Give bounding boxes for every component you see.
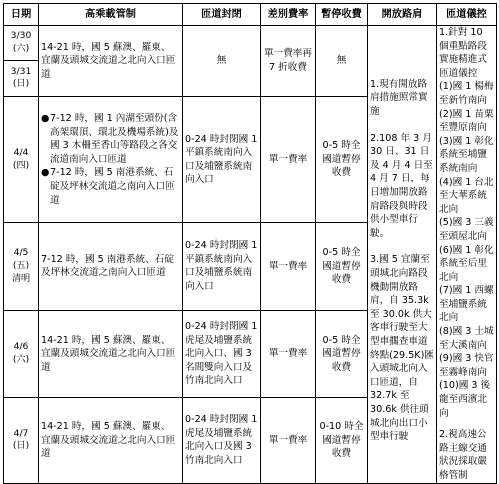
list-item: ● 7-12 時，國 1 內湖至頭份(含高架環頂、環北及機場系統)及國 3 木柵至香山等路段之各交流道南向入口匝道 — [41, 113, 179, 165]
bullet-icon: ● — [41, 167, 50, 179]
header-date: 日期 — [4, 4, 39, 26]
metering-item: (2)國 1 苗栗至豐原南向 — [439, 108, 494, 134]
ramp-closure-cell: 0-24 時封閉國 1 虎尾及埔鹽系統北向入口、國 3 名間雙向入口及竹南北向入口 — [183, 310, 261, 397]
list-item: ● 7-12 時，國 5 南港系統、石碇及坪林交流道之南向入口匝道 — [41, 167, 175, 206]
hov-control-cell: 14-21 時，國 5 蘇澳、羅東、宜蘭及頭城交流道之北向入口匝道 — [39, 26, 183, 97]
date-cell: 3/30 (六) — [4, 26, 39, 61]
toll-cell: 0-5 時全國道暫停收費 — [316, 310, 368, 397]
traffic-control-table — [3, 3, 497, 484]
shoulder-opening-cell — [368, 26, 437, 484]
header-ramp-closure: 匝道封閉 — [183, 4, 261, 26]
metering-item: (6)國 1 彰化系統至后里北向 — [439, 244, 494, 283]
rate-cell: 單一費率 — [261, 398, 316, 483]
table-row — [4, 26, 497, 61]
ramp-metering-cell — [437, 26, 497, 484]
metering-item: (4)國 1 台北至大華系統北向 — [439, 176, 494, 215]
header-shoulder-opening: 開放路肩 — [368, 4, 437, 26]
hov-control-cell — [39, 97, 183, 223]
metering-item: (7)國 1 西螺至埔鹽系統北向 — [439, 285, 494, 324]
shoulder-item-2: 2.108 年 3 月 30 日、31 日及 4 月 4 日至 4 月 7 日，每日增加開放路肩路段與時段供小型車行駛。 — [370, 132, 433, 239]
header-hov-control: 高乘載管制 — [39, 4, 183, 26]
metering-outro: 2.視高速公路主線交通狀況採取嚴格管制 — [439, 429, 487, 481]
hov-control-cell: 14-21 時，國 5 蘇澳、羅東、宜蘭及頭城交流道之北向入口匝道 — [39, 310, 183, 397]
metering-item: (10)國 3 後龍至西濱北向 — [439, 380, 491, 419]
hov-control-cell: 14-21 時，國 5 蘇澳、羅東、宜蘭及頭城交流道之北向入口匝道 — [39, 398, 183, 483]
ramp-closure-cell: 0-24 時封閉國 1 平鎮系統南向入口及埔鹽系統南向入口 — [183, 223, 261, 310]
bullet-icon: ● — [41, 113, 50, 125]
metering-item: (5)國 3 三義至頭屋北向 — [439, 217, 494, 242]
ramp-closure-cell: 無 — [183, 26, 261, 97]
rate-cell: 單一費率再 7 折收費 — [261, 26, 316, 97]
header-row — [4, 4, 497, 26]
toll-cell: 0-10 時全國道暫停收費 — [316, 398, 368, 483]
date-cell: 4/7 (日) — [4, 398, 39, 483]
shoulder-item-1: 1.現有開放路肩措施照常實施 — [370, 78, 428, 118]
header-ramp-metering: 匝道儀控 — [437, 4, 497, 26]
ramp-closure-cell: 0-24 時封閉國 1 虎尾及埔鹽系統北向入口及國 3 竹南北向入口 — [183, 398, 261, 483]
metering-item: (9)國 3 快官至霧峰南向 — [439, 353, 494, 378]
metering-item: (3)國 1 彰化系統至埔鹽系統南向 — [439, 135, 494, 174]
rate-cell: 單一費率 — [261, 310, 316, 397]
toll-cell: 0-5 時全國道暫停收費 — [316, 223, 368, 310]
ramp-closure-cell: 0-24 時封閉國 1 平鎮系統南向入口及埔鹽系統南向入口 — [183, 97, 261, 223]
header-toll-suspension: 暫停收費 — [316, 4, 368, 26]
metering-item: (8)國 3 土城至大溪南向 — [439, 326, 494, 351]
header-differential-rate: 差別費率 — [261, 4, 316, 26]
date-cell: 4/4 (四) — [4, 97, 39, 223]
hov-control-cell: 7-12 時，國 5 南港系統、石碇及坪林交流道之南向入口匝道 — [39, 223, 183, 310]
metering-intro: 1.針對 10 個重點路段實施精進式匝道儀控 — [439, 27, 487, 79]
rate-cell: 單一費率 — [261, 223, 316, 310]
metering-item: (1)國 1 楊梅至新竹南向 — [439, 81, 494, 106]
date-cell: 4/6 (六) — [4, 310, 39, 397]
date-cell: 4/5 (五) 清明 — [4, 223, 39, 310]
toll-cell: 無 — [316, 26, 368, 97]
rate-cell: 單一費率 — [261, 97, 316, 223]
shoulder-item-3: 3.國 5 宜蘭至頭城北向路段機動開放路肩，自 35.3k 至 30.0k 供大客車行駛至大型車擱查車道終點(29.5K)匯入頭城北向入口匝道，自 32.7k 至 30.6k 供往頭城北向出口小型車行駛 — [370, 254, 434, 443]
date-cell: 3/31 (日) — [4, 60, 39, 97]
toll-cell: 0-5 時全國道暫停收費 — [316, 97, 368, 223]
